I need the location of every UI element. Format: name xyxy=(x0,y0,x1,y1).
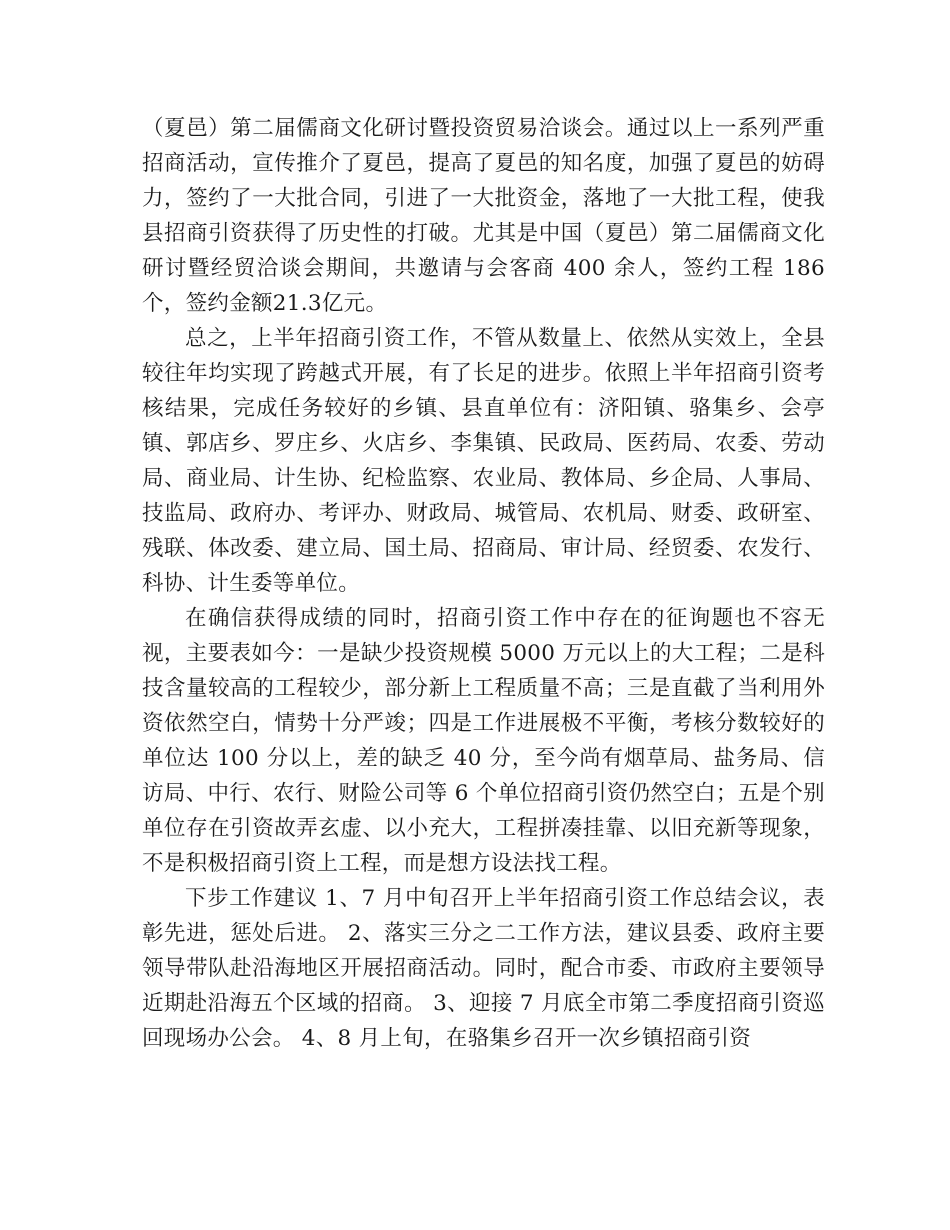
paragraph-intro-continuation: （夏邑）第二届儒商文化研讨暨投资贸易洽谈会。通过以上一系列严重招商活动，宣传推介了夏邑，提高了夏邑的知名度，加强了夏邑的妨碍力，签约了一大批合同，引进了一大批资金，落地了一大批工程，使我县招商引资获得了历史性的打破。尤其是中国（夏邑）第二届儒商文化研讨暨经贸洽谈会期间，共邀请与会客商 400 余人，签约工程 186 个，签约金额21.3亿元。 xyxy=(142,116,825,316)
paragraph-suggestions: 下步工作建议 1、7 月中旬召开上半年招商引资工作总结会议，表彰先进，惩处后进。 2、落实三分之二工作方法，建议县委、政府主要领导带队赴沿海地区开展招商活动。同时，配合市委、市政府主要领导近期赴沿海五个区域的招商。 3、迎接 7 月底全市第二季度招商引资巡回现场办公会。 4、8 月上旬，在骆集乡召开一次乡镇招商引资 xyxy=(142,886,825,1051)
paragraph-summary: 总之，上半年招商引资工作，不管从数量上、依然从实效上，全县较往年均实现了跨越式开展，有了长足的进步。依照上半年招商引资考核结果，完成任务较好的乡镇、县直单位有：济阳镇、骆集乡、会亭镇、郭店乡、罗庄乡、火店乡、李集镇、民政局、医药局、农委、劳动局、商业局、计生协、纪检监察、农业局、教体局、乡企局、人事局、技监局、政府办、考评办、财政局、城管局、农机局、财委、政研室、残联、体改委、建立局、国土局、招商局、审计局、经贸委、农发行、科协、计生委等单位。 xyxy=(142,326,825,596)
document-body xyxy=(142,111,825,1056)
paragraph-problems: 在确信获得成绩的同时，招商引资工作中存在的征询题也不容无视，主要表如今：一是缺少投资规模 5000 万元以上的大工程；二是科技含量较高的工程较少，部分新上工程质量不高；三是直截了当利用外资依然空白，情势十分严竣；四是工作进展极不平衡，考核分数较好的单位达 100 分以上，差的缺乏 40 分，至今尚有烟草局、盐务局、信访局、中行、农行、财险公司等 6 个单位招商引资仍然空白；五是个别单位存在引资故弄玄虚、以小充大，工程拼凑挂靠、以旧充新等现象，不是积极招商引资上工程，而是想方设法找工程。 xyxy=(142,606,825,876)
